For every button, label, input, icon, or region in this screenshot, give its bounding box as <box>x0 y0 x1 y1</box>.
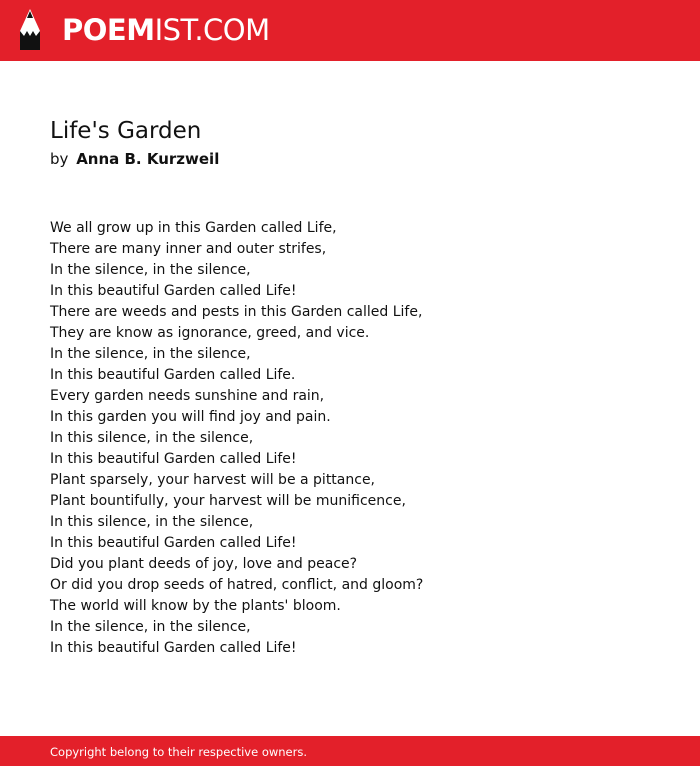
copyright-text: Copyright belong to their respective owners. <box>50 745 308 759</box>
poem-line: The world will know by the plants' bloom. <box>50 598 341 614</box>
poem-byline <box>50 148 219 170</box>
poem-line: Plant sparsely, your harvest will be a pittance, <box>50 472 376 488</box>
poem-line: In this beautiful Garden called Life! <box>50 640 297 656</box>
poem-line: In the silence, in the silence, <box>50 262 251 278</box>
poem-line: In this beautiful Garden called Life! <box>50 451 297 467</box>
poem-line: In this beautiful Garden called Life! <box>50 283 297 299</box>
poem-line: There are weeds and pests in this Garden called Life, <box>50 304 423 320</box>
logo-text-light: IST.COM <box>154 13 270 47</box>
poem-line: There are many inner and outer strifes, <box>50 241 327 257</box>
poem-line: In the silence, in the silence, <box>50 619 251 635</box>
site-logo[interactable] <box>62 12 270 48</box>
site-footer <box>0 736 700 766</box>
author-name[interactable]: Anna B. Kurzweil <box>76 150 220 168</box>
poem-line: Or did you drop seeds of hatred, conflict, and gloom? <box>50 577 424 593</box>
poem-line: Did you plant deeds of joy, love and peace? <box>50 556 358 572</box>
poem-body <box>50 218 670 659</box>
poem-line: We all grow up in this Garden called Life, <box>50 220 337 236</box>
logo-text-bold: POEM <box>62 13 155 47</box>
pencil-tip-icon[interactable] <box>18 9 42 51</box>
poem-line: Plant bountifully, your harvest will be munificence, <box>50 493 406 509</box>
site-header <box>0 0 700 61</box>
by-label: by <box>50 150 69 168</box>
poem-line: In this garden you will find joy and pain. <box>50 409 331 425</box>
poem-line: Every garden needs sunshine and rain, <box>50 388 325 404</box>
poem-line: In this beautiful Garden called Life! <box>50 535 297 551</box>
poem-line: In the silence, in the silence, <box>50 346 251 362</box>
poem-line: They are know as ignorance, greed, and vice. <box>50 325 370 341</box>
poem-line: In this silence, in the silence, <box>50 514 254 530</box>
poem-line: In this beautiful Garden called Life. <box>50 367 296 383</box>
poem-line: In this silence, in the silence, <box>50 430 254 446</box>
poem-title: Life's Garden <box>50 118 202 144</box>
